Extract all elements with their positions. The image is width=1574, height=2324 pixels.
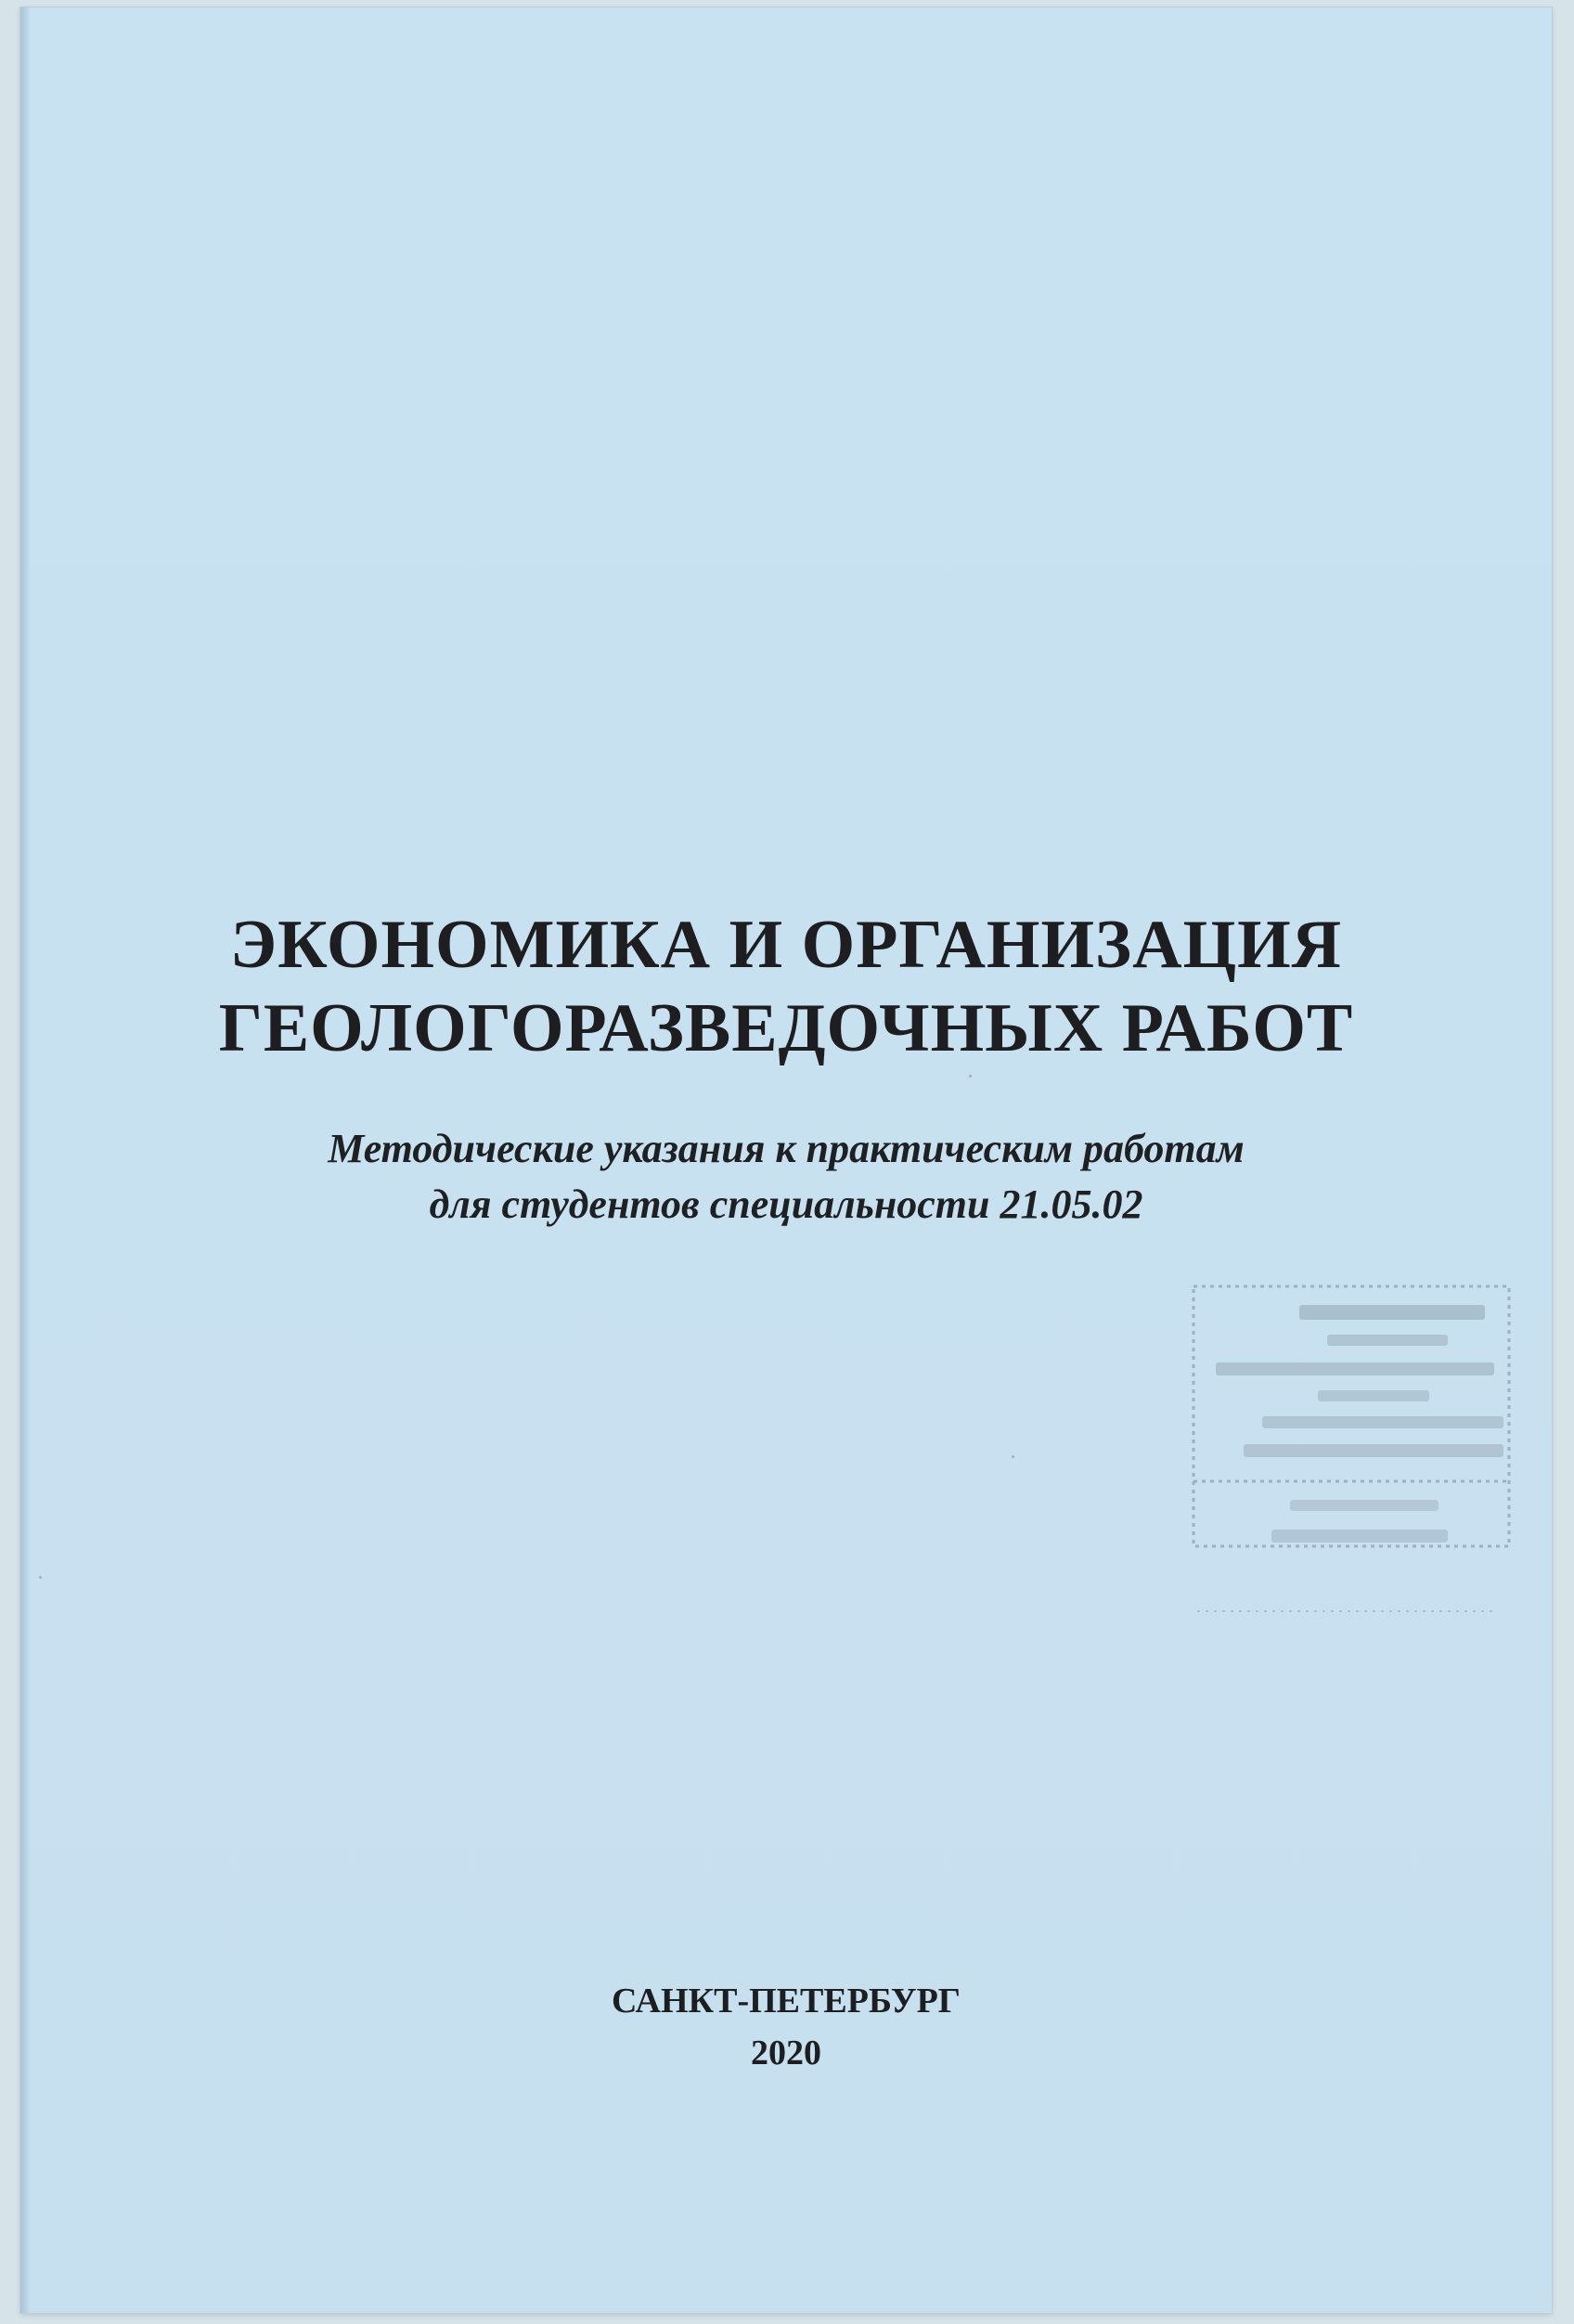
subtitle-line-1: Методические указания к практическим работам: [328, 1126, 1245, 1171]
library-stamp-icon: [1188, 1277, 1550, 1620]
cover-subtitle: [20, 1121, 1552, 1233]
paper-speck: [1012, 1455, 1014, 1458]
cover-imprint: [20, 1975, 1552, 2079]
imprint-year: 2020: [751, 2034, 821, 2072]
paper-speck: [39, 1576, 42, 1579]
cover-title: [20, 903, 1552, 1070]
title-line-2: ГЕОЛОГОРАЗВЕДОЧНЫХ РАБОТ: [218, 990, 1354, 1066]
subtitle-line-2: для студентов специальности 21.05.02: [429, 1181, 1143, 1227]
paper-speck: [969, 1075, 972, 1078]
title-line-1: ЭКОНОМИКА И ОРГАНИЗАЦИЯ: [229, 907, 1343, 983]
book-cover: [20, 7, 1552, 2313]
imprint-city: САНКТ-ПЕТЕРБУРГ: [612, 1982, 961, 2021]
